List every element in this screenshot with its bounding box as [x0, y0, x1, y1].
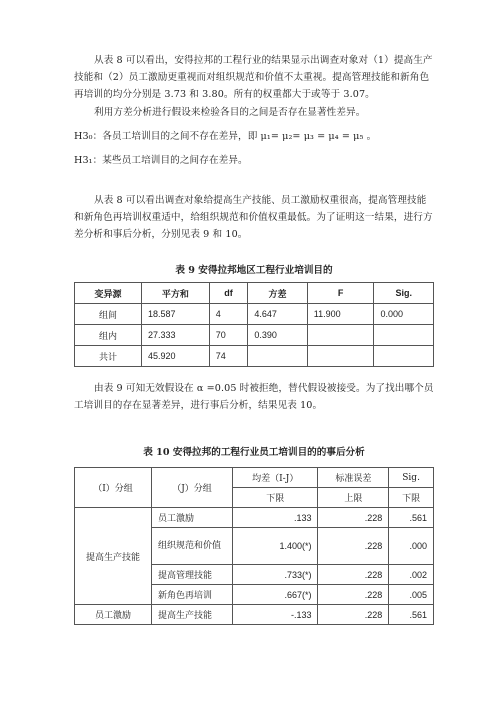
- table-cell: 新角色再培训: [152, 585, 233, 605]
- table-group-cell: 员工激励: [75, 605, 152, 625]
- table-header-cell: 标准误差: [318, 468, 389, 488]
- table-header-cell: 变异源: [75, 283, 142, 304]
- table-cell: [248, 346, 307, 367]
- table-header-cell: （J）分组: [152, 468, 233, 508]
- table-group-cell: 提高生产技能: [75, 508, 152, 605]
- table-cell: 4: [209, 304, 248, 325]
- table-cell: 70: [209, 325, 248, 346]
- table-cell: 提高管理技能: [152, 565, 233, 585]
- paragraph-intro: 从表 8 可以看出，安得拉邦的工程行业的结果显示出调查对象对（1）提高生产技能和（2）员工激励更重视而对组织规范和价值不太重视。提高管理技能和新角色再培训的均分分别是 3.73 和 3.80。所有的权重都大于或等于 3.07。: [74, 55, 433, 100]
- table9-anova: [74, 282, 434, 367]
- table-row: [75, 605, 434, 625]
- table-cell: 组织规范和价值: [152, 528, 233, 565]
- table-cell: 共计: [75, 346, 142, 367]
- table-cell: 0.390: [248, 325, 307, 346]
- table-header-cell: （I）分组: [75, 468, 152, 508]
- table-cell: .667(*): [233, 585, 318, 605]
- table-header-cell: 均差（I-J）: [233, 468, 318, 488]
- table-cell: [374, 325, 434, 346]
- table-cell: .733(*): [233, 565, 318, 585]
- table-row: [75, 325, 434, 346]
- table-row: [75, 304, 434, 325]
- table-cell: 0.000: [374, 304, 434, 325]
- table-header-cell: F: [307, 283, 374, 304]
- table-cell: .228: [318, 605, 389, 625]
- paragraph-posthoc: 由表 9 可知无效假设在 α =0.05 时被拒绝，替代假设被接受。为了找出哪个员工培训目的存在显著差异，进行事后分析，结果见表 10。: [74, 383, 434, 411]
- table9-caption: 表 9 安得拉邦地区工程行业培训目的: [175, 265, 333, 276]
- table-cell: 11.900: [307, 304, 374, 325]
- table-cell: .228: [318, 585, 389, 605]
- table-cell: 员工激励: [152, 508, 233, 528]
- table-header-cell: 上限: [318, 488, 389, 508]
- table-header-cell: 下限: [389, 488, 434, 508]
- table-cell: 27.333: [141, 325, 209, 346]
- table-header-cell: Sig.: [374, 283, 434, 304]
- table-cell: .561: [389, 508, 434, 528]
- table-cell: 45.920: [141, 346, 209, 367]
- table-cell: 4.647: [248, 304, 307, 325]
- table-cell: .561: [389, 605, 434, 625]
- table-header-cell: df: [209, 283, 248, 304]
- table-cell: 提高生产技能: [152, 605, 233, 625]
- table-header-row: [75, 283, 434, 304]
- table-cell: .133: [233, 508, 318, 528]
- table-cell: .228: [318, 565, 389, 585]
- hypothesis-null: H3₀：各员工培训目的之间不存在差异，即 μ₁= μ₂= μ₃ = μ₄ = μ₅ 。: [74, 131, 377, 142]
- table-cell: .000: [389, 528, 434, 565]
- table-header-cell: 平方和: [141, 283, 209, 304]
- table-row: [75, 346, 434, 367]
- table-cell: .002: [389, 565, 434, 585]
- table-header-cell: 下限: [233, 488, 318, 508]
- table-cell: [374, 346, 434, 367]
- table-cell: .005: [389, 585, 434, 605]
- table-cell: 74: [209, 346, 248, 367]
- table-cell: [307, 325, 374, 346]
- table-cell: 组间: [75, 304, 142, 325]
- table-header-cell: Sig.: [389, 468, 434, 488]
- table-cell: .228: [318, 508, 389, 528]
- paragraph-weights: 从表 8 可以看出调查对象给提高生产技能、员工激励权重很高，提高管理技能和新角色再培训权重适中，给组织规范和价值权重最低。为了证明这一结果，进行方差分析和事后分析，分别见表 9 和 10。: [74, 195, 433, 240]
- table-cell: 18.587: [141, 304, 209, 325]
- table-cell: -.133: [233, 605, 318, 625]
- hypothesis-alternative: H3₁：某些员工培训目的之间存在差异。: [74, 155, 248, 166]
- table10-posthoc: [74, 467, 434, 625]
- table-cell: 组内: [75, 325, 142, 346]
- table-cell: 1.400(*): [233, 528, 318, 565]
- table-cell: .228: [318, 528, 389, 565]
- table-row: [75, 508, 434, 528]
- paragraph-anova-method: 利用方差分析进行假设来检验各目的之间是否存在显著性差异。: [94, 107, 366, 118]
- table-header-row: [75, 468, 434, 488]
- table-header-cell: 方差: [248, 283, 307, 304]
- table10-caption: 表 10 安得拉邦的工程行业员工培训目的的事后分析: [143, 447, 365, 458]
- table-cell: [307, 346, 374, 367]
